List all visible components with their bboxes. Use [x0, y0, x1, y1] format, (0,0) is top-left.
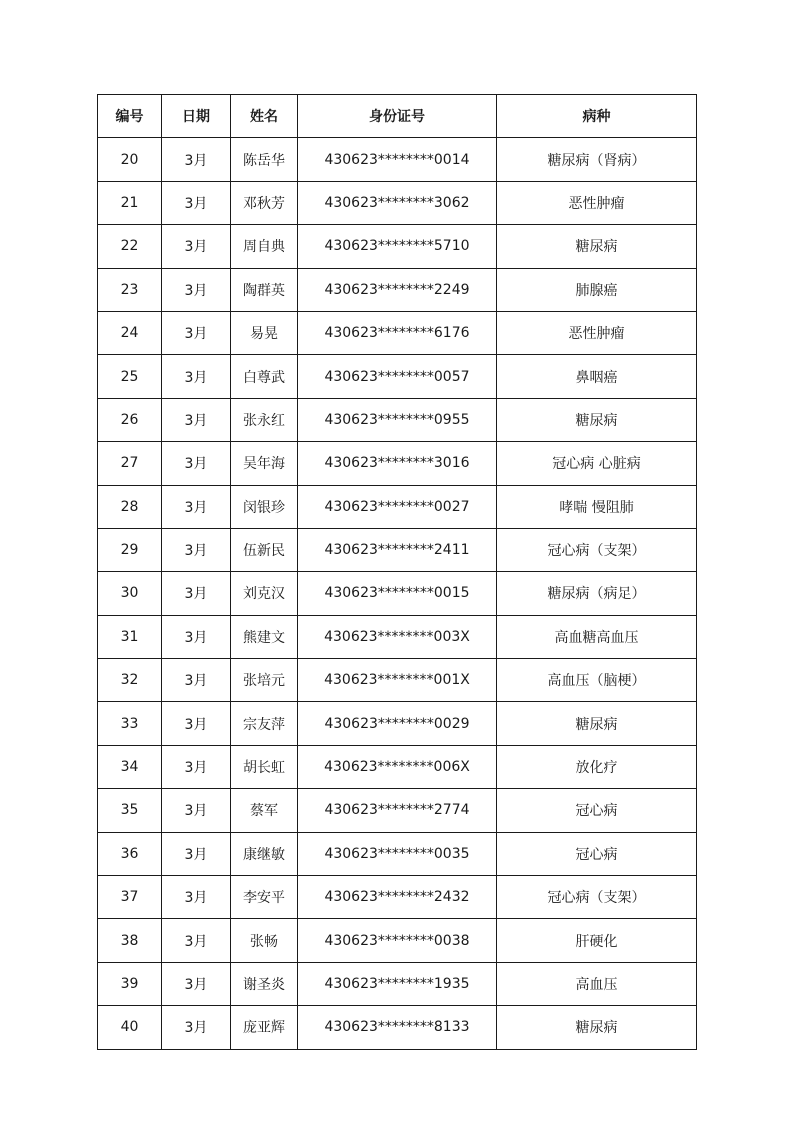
cell-date: 3月 [162, 919, 231, 962]
cell-id-number: 430623********6176 [298, 311, 497, 354]
cell-id-number: 430623********0057 [298, 355, 497, 398]
cell-number: 31 [98, 615, 162, 658]
table-row [98, 181, 697, 224]
table-row [98, 1006, 697, 1049]
cell-name: 吴年海 [231, 442, 298, 485]
table-row [98, 528, 697, 571]
cell-number: 32 [98, 659, 162, 702]
cell-date: 3月 [162, 485, 231, 528]
cell-id-number: 430623********3062 [298, 181, 497, 224]
cell-disease: 高血糖高血压 [497, 615, 697, 658]
table-row [98, 355, 697, 398]
cell-date: 3月 [162, 962, 231, 1005]
header-disease: 病种 [497, 95, 697, 138]
cell-number: 37 [98, 876, 162, 919]
cell-name: 宗友萍 [231, 702, 298, 745]
cell-name: 康继敏 [231, 832, 298, 875]
cell-number: 25 [98, 355, 162, 398]
cell-number: 23 [98, 268, 162, 311]
cell-number: 29 [98, 528, 162, 571]
cell-id-number: 430623********0035 [298, 832, 497, 875]
table-row [98, 919, 697, 962]
cell-date: 3月 [162, 225, 231, 268]
cell-number: 40 [98, 1006, 162, 1049]
cell-date: 3月 [162, 355, 231, 398]
cell-date: 3月 [162, 876, 231, 919]
cell-disease: 糖尿病 [497, 225, 697, 268]
cell-disease: 冠心病 [497, 832, 697, 875]
cell-id-number: 430623********2432 [298, 876, 497, 919]
cell-date: 3月 [162, 442, 231, 485]
cell-id-number: 430623********006X [298, 745, 497, 788]
table-row [98, 789, 697, 832]
table-row [98, 659, 697, 702]
cell-id-number: 430623********2774 [298, 789, 497, 832]
cell-id-number: 430623********2249 [298, 268, 497, 311]
cell-id-number: 430623********0014 [298, 138, 497, 181]
cell-date: 3月 [162, 398, 231, 441]
cell-name: 白尊武 [231, 355, 298, 398]
cell-date: 3月 [162, 832, 231, 875]
cell-id-number: 430623********8133 [298, 1006, 497, 1049]
table-row [98, 962, 697, 1005]
header-row [98, 95, 697, 138]
cell-disease: 冠心病 [497, 789, 697, 832]
table-row [98, 398, 697, 441]
cell-disease: 哮喘 慢阻肺 [497, 485, 697, 528]
cell-date: 3月 [162, 1006, 231, 1049]
cell-id-number: 430623********3016 [298, 442, 497, 485]
cell-number: 38 [98, 919, 162, 962]
cell-id-number: 430623********0029 [298, 702, 497, 745]
cell-name: 张永红 [231, 398, 298, 441]
cell-name: 庞亚辉 [231, 1006, 298, 1049]
cell-number: 27 [98, 442, 162, 485]
table-row [98, 702, 697, 745]
cell-name: 张培元 [231, 659, 298, 702]
cell-disease: 放化疗 [497, 745, 697, 788]
header-id-number: 身份证号 [298, 95, 497, 138]
patient-table [97, 94, 697, 1050]
cell-id-number: 430623********2411 [298, 528, 497, 571]
cell-number: 39 [98, 962, 162, 1005]
cell-name: 陈岳华 [231, 138, 298, 181]
cell-name: 陶群英 [231, 268, 298, 311]
cell-number: 35 [98, 789, 162, 832]
table-header [98, 95, 697, 138]
cell-disease: 肝硬化 [497, 919, 697, 962]
table-row [98, 745, 697, 788]
cell-number: 33 [98, 702, 162, 745]
cell-id-number: 430623********001X [298, 659, 497, 702]
cell-id-number: 430623********003X [298, 615, 497, 658]
table-body [98, 138, 697, 1049]
cell-id-number: 430623********0015 [298, 572, 497, 615]
cell-disease: 高血压 [497, 962, 697, 1005]
cell-disease: 糖尿病 [497, 702, 697, 745]
cell-date: 3月 [162, 181, 231, 224]
cell-id-number: 430623********1935 [298, 962, 497, 1005]
cell-date: 3月 [162, 789, 231, 832]
cell-name: 李安平 [231, 876, 298, 919]
cell-number: 21 [98, 181, 162, 224]
cell-number: 28 [98, 485, 162, 528]
cell-name: 闵银珍 [231, 485, 298, 528]
cell-disease: 高血压（脑梗） [497, 659, 697, 702]
cell-date: 3月 [162, 528, 231, 571]
cell-name: 蔡军 [231, 789, 298, 832]
cell-disease: 恶性肿瘤 [497, 311, 697, 354]
cell-date: 3月 [162, 702, 231, 745]
header-date: 日期 [162, 95, 231, 138]
table-row [98, 485, 697, 528]
cell-disease: 恶性肿瘤 [497, 181, 697, 224]
cell-name: 谢圣炎 [231, 962, 298, 1005]
header-name: 姓名 [231, 95, 298, 138]
cell-id-number: 430623********0027 [298, 485, 497, 528]
cell-id-number: 430623********0038 [298, 919, 497, 962]
cell-name: 刘克汉 [231, 572, 298, 615]
cell-date: 3月 [162, 138, 231, 181]
table-row [98, 572, 697, 615]
cell-name: 邓秋芳 [231, 181, 298, 224]
cell-date: 3月 [162, 311, 231, 354]
cell-number: 36 [98, 832, 162, 875]
cell-name: 易晃 [231, 311, 298, 354]
cell-date: 3月 [162, 572, 231, 615]
cell-name: 伍新民 [231, 528, 298, 571]
cell-id-number: 430623********5710 [298, 225, 497, 268]
cell-disease: 冠心病（支架） [497, 876, 697, 919]
cell-date: 3月 [162, 268, 231, 311]
cell-disease: 糖尿病 [497, 1006, 697, 1049]
cell-name: 胡长虹 [231, 745, 298, 788]
table-row [98, 832, 697, 875]
cell-date: 3月 [162, 659, 231, 702]
cell-disease: 鼻咽癌 [497, 355, 697, 398]
table-row [98, 615, 697, 658]
cell-date: 3月 [162, 615, 231, 658]
cell-number: 20 [98, 138, 162, 181]
cell-name: 熊建文 [231, 615, 298, 658]
cell-number: 30 [98, 572, 162, 615]
table-row [98, 225, 697, 268]
table-row [98, 876, 697, 919]
table-row [98, 442, 697, 485]
table-row [98, 268, 697, 311]
cell-id-number: 430623********0955 [298, 398, 497, 441]
cell-name: 张畅 [231, 919, 298, 962]
cell-disease: 冠心病（支架） [497, 528, 697, 571]
cell-disease: 肺腺癌 [497, 268, 697, 311]
header-number: 编号 [98, 95, 162, 138]
cell-name: 周自典 [231, 225, 298, 268]
cell-disease: 糖尿病（肾病） [497, 138, 697, 181]
cell-number: 26 [98, 398, 162, 441]
table-row [98, 311, 697, 354]
cell-number: 24 [98, 311, 162, 354]
cell-disease: 冠心病 心脏病 [497, 442, 697, 485]
cell-number: 34 [98, 745, 162, 788]
cell-date: 3月 [162, 745, 231, 788]
table-row [98, 138, 697, 181]
cell-disease: 糖尿病（病足） [497, 572, 697, 615]
cell-number: 22 [98, 225, 162, 268]
cell-disease: 糖尿病 [497, 398, 697, 441]
